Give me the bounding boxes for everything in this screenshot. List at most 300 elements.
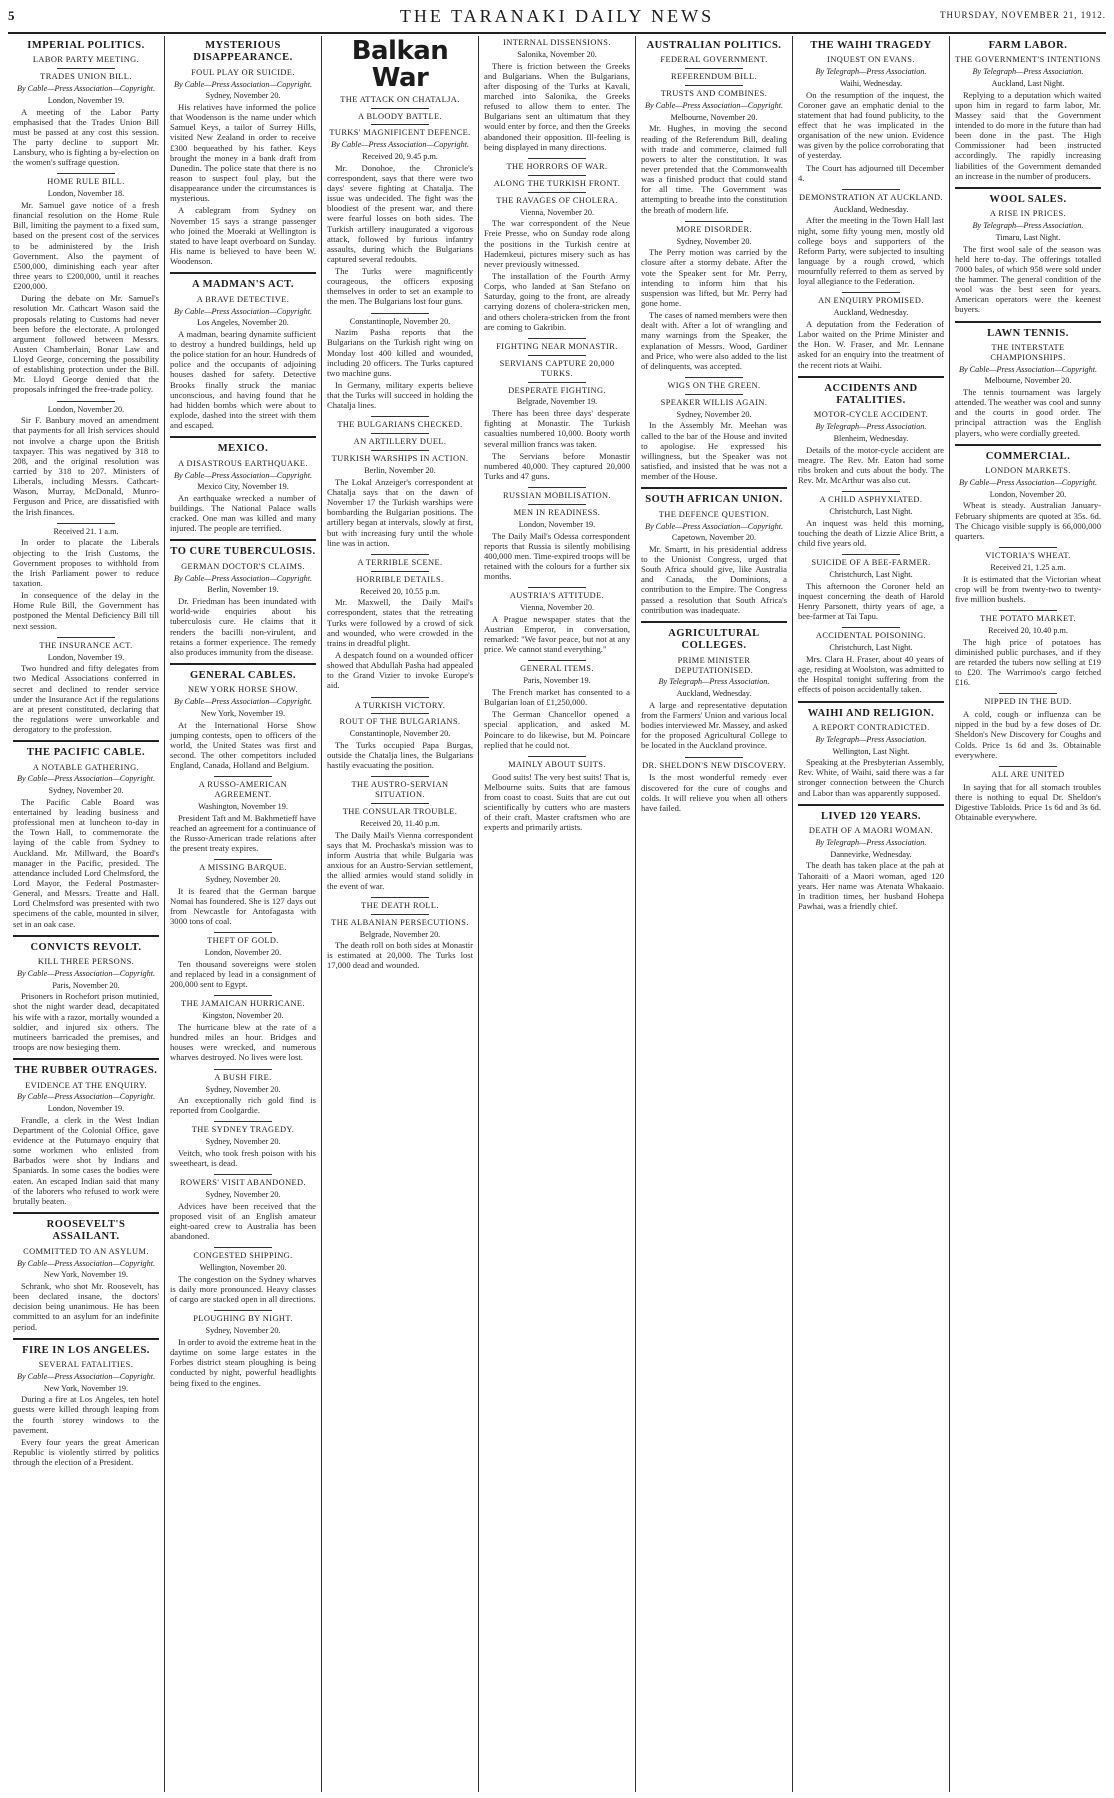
article-paragraph: A madman, bearing dynamite sufficient to destroy a hundred buildings, held up the police station for an hour. Hundreds of police and the occupants of adjoining houses dashed for safety. Detective Brooks finally struck the maniac unconscious, and having found that he had hidden bombs which were about to explode, dashed into the street with them and escaped. (170, 328, 316, 431)
subheading: SEVERAL FATALITIES. (38, 1360, 134, 1370)
article-paragraph: It is feared that the German barque Nomai has foundered. She is 127 days out from Newcastle for Antofagasta with 3000 tons of coal. (170, 885, 316, 927)
byline: By Cable—Press Association—Copyright. (16, 1372, 156, 1381)
article-headline: AUSTRALIAN POLITICS. (646, 40, 782, 51)
article-paragraph: The installation of the Fourth Army Corps, who landed at San Stefano on Saturday, going to the front, are already carrying dozens of cholera-stricken men, and others cholera-stricken from the front are coming to Gakribin. (484, 270, 630, 332)
divider-rule (371, 697, 429, 698)
subheading: TRUSTS AND COMBINES. (660, 89, 768, 99)
article-paragraph: Mr. Hughes, in moving the second reading of the Referendum Bill, dealing with trade and commerce, claimed full powers to alter the constitution. It was never pretended that the Commonwealth was a finished product that could stand for all time. The Government was attempting to breathe into the constitution the breath of modern life. (641, 123, 787, 215)
divider-rule (371, 416, 429, 417)
divider-rule (57, 173, 115, 174)
divider-rule (528, 192, 586, 193)
divider-rule (57, 523, 115, 524)
article-paragraph: Ten thousand sovereigns were stolen and replaced by lead in a consignment of 200,000 sent to Egypt. (170, 959, 316, 990)
article (798, 627, 944, 694)
divider-rule (371, 124, 429, 125)
divider-rule (371, 433, 429, 434)
article (170, 1121, 316, 1168)
section-rule (798, 701, 944, 703)
subheading: THE HORRORS OF WAR. (506, 161, 608, 171)
article (13, 401, 159, 517)
article-paragraph: The high price of potatoes has diminished public purchases, and if they are retarded the tubers now selling at £19 to £20. The Warrimoo's cargo fetched £16. (955, 636, 1101, 688)
subheading: PRIME MINISTER DEPUTATIONISED. (674, 655, 754, 675)
dateline: Wellington, Last Night. (832, 746, 910, 756)
divider-rule (371, 313, 429, 314)
dateline: Received 21. 1 a.m. (53, 526, 119, 536)
article-paragraph: The Turks were magnificently courageous, the officers exposing themselves in order to set an example to the men. The Bulgarians lost four guns. (327, 266, 473, 307)
article (484, 660, 630, 749)
article-paragraph: A cold, cough or influenza can be nipped in the bud by a few doses of Dr. Sheldon's New Discovery for Coughs and Colds. Price 1s 6d and 3s. Obtainable everywhere. (955, 709, 1101, 760)
article (327, 897, 473, 971)
article-paragraph: The Daily Mail's Vienna correspondent says that M. Prochaska's mission was to inform Austria that while Bulgaria was anxious for an Austro-Servian settlement, the allied armies would stand solidly in the event of war. (327, 829, 473, 891)
article-paragraph: Veitch, who took fresh poison with his sweetheart, is dead. (170, 1148, 316, 1169)
article-headline: COMMERCIAL. (985, 450, 1071, 462)
section-rule (13, 1058, 159, 1060)
article-paragraph: The German Chancellor opened a special application, and asked M. Poincare to do likewise, but M. Poincare replied that he could not. (484, 709, 630, 750)
article-paragraph: During a fire at Los Angeles, ten hotel guests were killed through leaping from the fourth storey windows to the pavement. (13, 1394, 159, 1435)
article (327, 697, 473, 771)
dateline: New York, November 19. (43, 1270, 129, 1280)
article-headline: GENERAL CABLES. (189, 669, 297, 681)
section-rule (170, 663, 316, 665)
dateline: Dannevirke, Wednesday. (830, 849, 912, 859)
subheading: AN ENQUIRY PROMISED. (818, 296, 924, 306)
column-3 (322, 36, 479, 1792)
article (641, 757, 787, 813)
subheading: THE INTERSTATE CHAMPIONSHIPS. (990, 342, 1066, 362)
divider-rule (685, 394, 743, 395)
article-paragraph: A Prague newspaper states that the Austrian Emperor, in conversation, remarked: "We favor peace, but not at any price. We cannot stand everything." (484, 613, 630, 655)
byline: By Cable—Press Association—Copyright. (330, 140, 470, 150)
article-headline: LIVED 120 YEARS. (820, 810, 922, 822)
section-rule (13, 740, 159, 742)
article-paragraph: The Lokal Anzeiger's correspondent at Chatalja says that on the dawn of November 17 the Turkish warships were bombarding the Bulgarian positions. The artillery began at intervals, slowly at first, but with increasing fury until the whole line was in action. (327, 476, 473, 548)
subheading: THE SYDNEY TRAGEDY. (191, 1125, 295, 1135)
article-headline: THE WAIHI TRAGEDY (810, 40, 932, 51)
divider-rule (999, 547, 1057, 548)
dateline: Belgrade, November 20. (359, 929, 441, 939)
dateline: Washington, November 19. (198, 802, 288, 812)
dateline: Constantinople, November 20. (349, 729, 451, 739)
divider-rule (214, 1069, 272, 1070)
section-rule (13, 935, 159, 937)
divider-rule (214, 995, 272, 996)
article (484, 38, 630, 152)
divider-rule (214, 1174, 272, 1175)
subheading: MEN IN READINESS. (513, 507, 601, 517)
article (955, 321, 1101, 438)
subheading: WIGS ON THE GREEN. (667, 380, 761, 390)
article-paragraph: At the International Horse Show jumping contests, open to officers of the world, the United States was first and second. The other competitors included England, Canada, Holland and Belgium. (170, 719, 316, 771)
dateline: London, November 19. (518, 519, 596, 529)
article-paragraph: Details of the motor-cycle accident are meagre. The Rev. Mr. Eaton had some ribs broken and cuts about the body. The Rev. Mr. McArthur was also cut. (798, 444, 944, 486)
subheading: LONDON MARKETS. (985, 466, 1071, 476)
article (13, 740, 159, 928)
article (641, 221, 787, 371)
dateline: Paris, November 19. (523, 676, 591, 686)
subheading: DEMONSTRATION AT AUCKLAND. (798, 192, 943, 202)
dateline: Wellington, November 20. (199, 1263, 287, 1273)
article-paragraph: Frandle, a clerk in the West Indian Department of the Colonial Office, gave evidence at the Putumayo enquiry that some workmen who enlisted from Barbados were shot by Indians and Spaniards. In some cases the bodies were eaten. An escaped Indian said that many of the laborers who refused to work were brutally beaten. (13, 1114, 159, 1206)
article (170, 272, 316, 430)
divider-rule (528, 158, 586, 159)
section-rule (955, 321, 1101, 323)
article-paragraph: Dr. Friedman has been inundated with world-wide enquiries about his tuberculosis cure. He claims that it renders the bacilli non-virulent, and retains a former experience. The remedy also produces immunity from the disease. (170, 596, 316, 657)
divider-rule (528, 382, 586, 383)
dateline: Sydney, November 20. (676, 236, 752, 246)
section-rule (955, 187, 1101, 189)
byline: By Cable—Press Association—Copyright. (644, 101, 784, 111)
dateline: Constantinople, November 20. (349, 316, 451, 326)
divider-rule (685, 85, 743, 86)
section-rule (798, 376, 944, 378)
subheading: TURKISH WARSHIPS IN ACTION. (331, 454, 469, 464)
byline: By Telegraph—Press Association. (815, 734, 927, 744)
dateline: Sydney, November 20. (205, 1190, 281, 1200)
dateline: Christchurch, Last Night. (829, 507, 913, 517)
column-4 (479, 36, 636, 1792)
subheading: SUICIDE OF A BEE-FARMER. (811, 558, 931, 568)
article-paragraph: In saying that for all stomach troubles there is nothing to equal Dr. Sheldon's Digestive Tabloids. Price 1s 6d and 3s 6d. Obtainable everywhere. (955, 781, 1101, 823)
dateline: London, November 20. (204, 948, 282, 958)
article (13, 1338, 159, 1468)
section-rule (798, 804, 944, 806)
byline: By Cable—Press Association—Copyright. (958, 364, 1098, 374)
byline: By Cable—Press Association—Copyright. (644, 521, 784, 531)
dateline: Sydney, November 20. (205, 875, 281, 885)
byline: By Telegraph—Press Association. (815, 838, 927, 848)
article (641, 40, 787, 215)
article (798, 376, 944, 486)
article (798, 491, 944, 548)
column-7 (950, 36, 1106, 1792)
article-paragraph: There is friction between the Greeks and Bulgarians. When the Bulgarians, after disposing of the Turks at Kavali, marched into Salonika, the Greeks refused to allow them to enter. The Bulgarians sent an ultimatum that they would enter by force, and then the Greeks abandoned their opposition. Ill-feeling is being displayed in many directions. (484, 60, 630, 152)
divider-rule (685, 68, 743, 69)
subheading: A TERRIBLE SCENE. (357, 557, 443, 567)
dateline: Blenheim, Wednesday. (833, 434, 909, 444)
divider-rule (528, 504, 586, 505)
subheading: LABOR PARTY MEETING. (32, 55, 140, 65)
divider-rule (371, 776, 429, 777)
dateline: Kingston, November 20. (202, 1011, 284, 1021)
article (798, 292, 944, 369)
article-paragraph: The French market has consented to a Bulgarian loan of £1,250,000. (484, 686, 630, 708)
article-paragraph: A meeting of the Labor Party emphasised that the Trades Union Bill must be passed at any cost this session. The party decline to support Mr. Lansbury, who is fighting a by-election on the women's suffrage question. (13, 106, 159, 168)
subheading: GERMAN DOCTOR'S CLAIMS. (181, 561, 305, 571)
article-paragraph: This afternoon the Coroner held an inquest concerning the death of Harold Henry Parsonett, thirty years of age, a bee-farmer at Tai Tapu. (798, 580, 944, 622)
article-headline: CONVICTS REVOLT. (30, 941, 142, 953)
article-headline: ACCIDENTS AND FATALITIES. (824, 382, 918, 407)
divider-rule (842, 627, 900, 628)
dateline: London, November 20. (47, 404, 125, 414)
subheading: GENERAL ITEMS. (520, 664, 594, 674)
article (327, 554, 473, 691)
byline: By Cable—Press Association—Copyright. (173, 573, 313, 583)
dateline: London, November 18. (47, 189, 125, 199)
section-rule (641, 621, 787, 623)
article-headline: Balkan War (351, 36, 449, 94)
article-paragraph: There has been three days' desperate fighting at Monastir. The Turkish casualties numbered 10,000. Booty worth several million francs was taken. (484, 408, 630, 449)
divider-rule (842, 292, 900, 293)
article-paragraph: Mr. Donohoe, the Chronicle's correspondent, says that there were two days' severe fighting at Chatalja. The issue was undecided. The fight was the bloodiest of the present war, and there were fearful losses on both sides. The Turkish artillery inaugurated a vigorous attack, followed by furious infantry assaults, during which the Bulgarians captured several redoubts. (327, 162, 473, 264)
subheading: THE POTATO MARKET. (980, 613, 1076, 623)
divider-rule (999, 766, 1057, 767)
article-paragraph: The death roll on both sides at Monastir is estimated at 20,000. The Turks lost 17,000 dead and wounded. (327, 940, 473, 971)
dateline: Timaru, Last Night. (995, 232, 1061, 242)
byline: By Cable—Press Association—Copyright. (173, 306, 313, 316)
subheading: SPEAKER WILLIS AGAIN. (660, 397, 768, 407)
dateline: Sydney, November 20. (48, 786, 124, 796)
dateline: Melbourne, November 20. (670, 112, 758, 122)
article (484, 158, 630, 332)
article-headline: IMPERIAL POLITICS. (27, 40, 145, 51)
article (955, 610, 1101, 687)
article-paragraph: Prisoners in Rochefort prison mutinied, shot the night warder dead, decapitated his wife with a razor, mortally wounded a soldier, and injured six others. The mutineers barricaded the premises, and troops are now besieging them. (13, 991, 159, 1052)
article-paragraph: His relatives have informed the police that Woodenson is the name under which Samuel Keys, a tailor of Surrey Hills, visited New Zealand in order to receive £300 bequeathed by his father. Keys brought the money in a bank draft from Dunedin. The police state that there is no reason to suspect foul play, but the disappearance under the circumstances is mysterious. (170, 102, 316, 204)
subheading: THE AUSTRO-SERVIAN SITUATION. (351, 780, 449, 800)
subheading: MORE DISORDER. (676, 224, 752, 234)
subheading: NIPPED IN THE BUD. (984, 697, 1072, 707)
subheading: DESPERATE FIGHTING. (508, 385, 606, 395)
article-paragraph: The Servians before Monastir numbered 40,000. They captured 20,000 Turks and 47 guns. (484, 450, 630, 481)
dateline: Waihi, Wednesday. (839, 78, 903, 88)
subheading: THE DEFENCE QUESTION. (658, 509, 770, 519)
subheading: A MISSING BARQUE. (199, 863, 287, 873)
divider-rule (371, 554, 429, 555)
article-paragraph: The congestion on the Sydney wharves is daily more pronounced. Heavy classes of cargo are stacked open in all directions. (170, 1274, 316, 1305)
article (170, 859, 316, 926)
issue-date: THURSDAY, NOVEMBER 21, 1912. (939, 10, 1106, 20)
article-headline: LAWN TENNIS. (987, 327, 1069, 339)
divider-rule (371, 914, 429, 915)
column-1 (8, 36, 165, 1792)
subheading: THEFT OF GOLD. (207, 936, 279, 946)
article-paragraph: Two hundred and fifty delegates from two Medical Associations conferred in secret and declined to render service under the Insurance Act if the regulations are at present constituted, declaring that the regulations were unworkable and derogatory to the profession. (13, 663, 159, 735)
article (641, 487, 787, 615)
divider-rule (842, 491, 900, 492)
article (798, 189, 944, 287)
subheading: THE JAMAICAN HURRICANE. (181, 999, 305, 1009)
columns (8, 36, 1106, 1792)
divider-rule (528, 587, 586, 588)
article (955, 187, 1101, 315)
article-headline: A MADMAN'S ACT. (191, 279, 295, 291)
subheading: HOME RULE BILL. (47, 177, 125, 187)
article-paragraph: Mr. Maxwell, the Daily Mail's correspondent, states that the retreating Turks were followed by a crowd of sick and wounded, who were crowded in the trains in dreadful plight. (327, 597, 473, 648)
subheading: ALONG THE TURKISH FRONT. (493, 178, 621, 188)
article (170, 995, 316, 1062)
divider-rule (371, 450, 429, 451)
divider-rule (528, 355, 586, 356)
section-rule (955, 444, 1101, 446)
column-2 (165, 36, 322, 1792)
divider-rule (999, 693, 1057, 694)
byline: By Cable—Press Association—Copyright. (173, 697, 313, 707)
subheading: ROUT OF THE BULGARIANS. (339, 717, 461, 727)
dateline: Received 20, 11.40 p.m. (360, 819, 440, 829)
article (327, 38, 473, 307)
divider-rule (999, 610, 1057, 611)
dateline: London, November 20. (989, 489, 1067, 499)
article-headline: THE RUBBER OUTRAGES. (14, 1065, 158, 1077)
subheading: ALL ARE UNITED (991, 769, 1065, 779)
dateline: Sydney, November 20. (205, 1326, 281, 1336)
masthead (8, 4, 1106, 34)
article (955, 40, 1101, 181)
subheading: ROWERS' VISIT ABANDONED. (180, 1178, 306, 1188)
subheading: KILL THREE PERSONS. (37, 957, 135, 967)
divider-rule (214, 932, 272, 933)
divider-rule (528, 756, 586, 757)
article (327, 416, 473, 547)
subheading: MAINLY ABOUT SUITS. (508, 759, 606, 769)
article-paragraph: In order to placate the Liberals objecting to the Irish Customs, the Government proposes to withhold from the Irish Parliament power to reduce taxation. (13, 537, 159, 588)
article-paragraph: After the meeting in the Town Hall last night, some fifty young men, mostly old college boys and supporters of the Reform Party, were subjected to insulting language by a rough crowd, which mournfully referred to them as served by loyal allegiance to the Federation. (798, 215, 944, 287)
article-paragraph: In order to avoid the extreme heat in the daytime on some large estates in the Forbes district steam ploughing is being conducted by night, powerful headlights being fixed to the engines. (170, 1337, 316, 1388)
dateline: Los Angeles, November 20. (197, 318, 289, 328)
subheading: THE INSURANCE ACT. (39, 640, 133, 650)
article (955, 693, 1101, 760)
column-6 (793, 36, 950, 1792)
article-headline: FARM LABOR. (988, 40, 1068, 51)
subheading: NEW YORK HORSE SHOW. (187, 685, 299, 695)
article-paragraph: The war correspondent of the Neue Freie Presse, who on Sunday rode along the positions in the Turkish centre at Hademkeui, pictures misery such as has never previously witnessed. (484, 218, 630, 269)
article-paragraph: On the resumption of the inquest, the Coroner gave an emphatic denial to the statement that had found publicity, to the effect that he was implicated in the organisation of the new union. Evidence was given by the police corroborating that of yesterday. (798, 89, 944, 161)
subheading: THE CONSULAR TROUBLE. (342, 807, 458, 817)
divider-rule (57, 401, 115, 402)
article (641, 621, 787, 751)
article-paragraph: Sir F. Banbury moved an amendment that payments for all Irish services should not involve a charge upon the British taxpayer. This was negatived by 318 to 208, and the original resolution was carried by 318 to 207. Ministers of Liberals, including Messrs. Cathcart-Wason, Murray, McDonald, Munro-Ferguson and Price, are dissatisfied with the Irish finances. (13, 415, 159, 517)
dateline: Auckland, Wednesday. (676, 689, 752, 699)
article-headline: MYSTERIOUS DISAPPEARANCE. (193, 40, 293, 64)
subheading: AN ARTILLERY DUEL. (353, 437, 447, 447)
divider-rule (214, 1247, 272, 1248)
article (170, 436, 316, 533)
article (798, 40, 944, 183)
article (484, 487, 630, 581)
article (955, 547, 1101, 604)
subheading: A BRAVE DETECTIVE. (196, 294, 290, 304)
article (327, 313, 473, 411)
subheading: PLOUGHING BY NIGHT. (193, 1314, 293, 1324)
subheading: THE ATTACK ON CHATALJA. (340, 94, 460, 104)
subheading: A RUSSO-AMERICAN AGREEMENT. (198, 780, 288, 800)
article (13, 1058, 159, 1206)
article (484, 338, 630, 481)
article-paragraph: Wheat is steady. Australian January-February shipments are quoted at 35s. 6d. The Chicago visible supply is 66,000,000 quarters. (955, 500, 1101, 541)
divider-rule (528, 338, 586, 339)
article (798, 554, 944, 621)
dateline: Received 20, 9.45 p.m. (362, 151, 438, 161)
dateline: Received 20, 10.55 p.m. (360, 586, 440, 596)
dateline: Sydney, November 20. (205, 1084, 281, 1094)
subheading: THE GOVERNMENT'S INTENTIONS (955, 55, 1101, 65)
divider-rule (371, 713, 429, 714)
newspaper-title: THE TARANAKI DAILY NEWS (399, 6, 715, 26)
divider-rule (214, 1121, 272, 1122)
article-paragraph: A cablegram from Sydney on November 15 says a strange passenger who joined the Moeraki at Wellington is stated to have leapt overboard on Sunday. His name is believed to have been W. Woodenson. (170, 205, 316, 267)
subheading: A BUSH FIRE. (214, 1072, 272, 1082)
article-paragraph: The death has taken place at the pah at Tahoraiti of a Maori woman, aged 120 years. Her name was Atenata Whakaaio. In tradition times, her husband Hohepa Pawhai, was a friendly chief. (798, 860, 944, 911)
article-headline: MEXICO. (217, 443, 269, 455)
section-rule (13, 1338, 159, 1340)
article-paragraph: A large and representative deputation from the Farmers' Union and various local bodies interviewed Mr. Massey, and asked for the proposed Agricultural College to be located in the Auckland province. (641, 699, 787, 751)
byline: By Cable—Press Association—Copyright. (16, 774, 156, 784)
subheading: AUSTRIA'S ATTITUDE. (509, 591, 605, 601)
article (170, 1174, 316, 1241)
article (170, 1069, 316, 1116)
byline: By Cable—Press Association—Copyright. (173, 470, 313, 480)
article-paragraph: A despatch found on a wounded officer showed that Abdullah Pasha had appealed to the Grand Vizier to invoke Europe's aid. (327, 649, 473, 691)
subheading: EVIDENCE AT THE ENQUIRY. (25, 1080, 147, 1090)
dateline: Auckland, Wednesday. (833, 204, 909, 214)
divider-rule (528, 487, 586, 488)
byline: By Telegraph—Press Association. (815, 67, 927, 77)
article (13, 40, 159, 167)
article-paragraph: The Perry motion was carried by the closure after a stormy debate. After the vote the Speaker sent for Mr. Perry, intending to inform him that his suspension was lifted, but Mr. Perry had gone home. (641, 247, 787, 308)
article (484, 587, 630, 654)
byline: By Cable—Press Association—Copyright. (173, 79, 313, 89)
dateline: Received 21, 1.25 a.m. (990, 562, 1066, 572)
article-paragraph: In the Assembly Mr. Meehan was called to the bar of the House and invited to apologise. He expressed his willingness, but the Speaker was not satisfied, and insisted that he was not a member of the House. (641, 420, 787, 482)
dateline: Christchurch, Last Night. (829, 570, 913, 580)
article-headline: AGRICULTURAL COLLEGES. (668, 627, 760, 652)
subheading: A BLOODY BATTLE. (357, 111, 443, 121)
dateline: London, November 19. (47, 652, 125, 662)
subheading: FOUL PLAY OR SUICIDE. (191, 67, 295, 77)
subheading: FEDERAL GOVERNMENT. (660, 55, 768, 65)
byline: By Cable—Press Association—Copyright. (16, 1092, 156, 1102)
subheading: INQUEST ON EVANS. (827, 55, 915, 65)
article (170, 776, 316, 853)
byline: By Telegraph—Press Association. (972, 221, 1084, 231)
article-paragraph: Nazim Pasha reports that the Bulgarians on the Turkish right wing on Monday lost 400 killed and wounded, including 20 officers. The Turks captured two machine guns. (327, 327, 473, 378)
article-paragraph: Mrs. Clara H. Fraser, about 40 years of age, residing at Woolston, was admitted to the Hospital tonight suffering from the effects of poison accidentally taken. (798, 654, 944, 695)
article (170, 40, 316, 266)
subheading: HORRIBLE DETAILS. (356, 574, 444, 584)
subheading: CONGESTED SHIPPING. (193, 1251, 293, 1261)
byline: By Cable—Press Association—Copyright. (16, 968, 156, 978)
article-paragraph: Mr. Samuel gave notice of a fresh financial resolution on the Home Rule Bill, limiting the payment to a fixed sum, based on the present cost of the services to be administered by the Irish Government. Also the payment of £500,000, diminishing each year after three years to £200,000, until it reaches £200,000. (13, 199, 159, 292)
section-rule (170, 539, 316, 541)
divider-rule (214, 1310, 272, 1311)
dateline: Capetown, November 20. (671, 533, 757, 543)
article-paragraph: The Court has adjourned till December 4. (798, 162, 944, 183)
subheading: MOTOR-CYCLE ACCIDENT. (813, 410, 929, 420)
section-rule (641, 487, 787, 489)
dateline: Vienna, November 20. (519, 207, 595, 217)
dateline: Received 20, 10.40 p.m. (988, 625, 1068, 635)
subheading: TURKS' MAGNIFICENT DEFENCE. (329, 128, 471, 138)
article (955, 444, 1101, 541)
subheading: THE RAVAGES OF CHOLERA. (496, 195, 618, 205)
dateline: New York, November 19. (43, 1383, 129, 1393)
subheading: COMMITTED TO AN ASYLUM. (23, 1246, 149, 1256)
article (641, 377, 787, 481)
article-paragraph: The Turks occupied Papa Burgas, outside the Chatalja lines, the Bulgarians hastily evacuating the position. (327, 740, 473, 771)
dateline: London, November 19. (47, 95, 125, 105)
byline: By Telegraph—Press Association. (815, 422, 927, 432)
article-paragraph: Is the most wonderful remedy ever discovered for the cure of coughs and colds. It will relieve you when all others have failed. (641, 772, 787, 813)
dateline: Salonika, November 20. (517, 49, 597, 59)
divider-rule (842, 189, 900, 190)
article-paragraph: President Taft and M. Bakhmetieff have reached an agreement for a continuance of the Russo-American trade relations after the present treaty expires. (170, 812, 317, 854)
article (13, 637, 159, 735)
divider-rule (371, 108, 429, 109)
article (955, 766, 1101, 822)
subheading: A CHILD ASPHYXIATED. (819, 495, 923, 505)
article (13, 523, 159, 631)
section-rule (170, 272, 316, 274)
